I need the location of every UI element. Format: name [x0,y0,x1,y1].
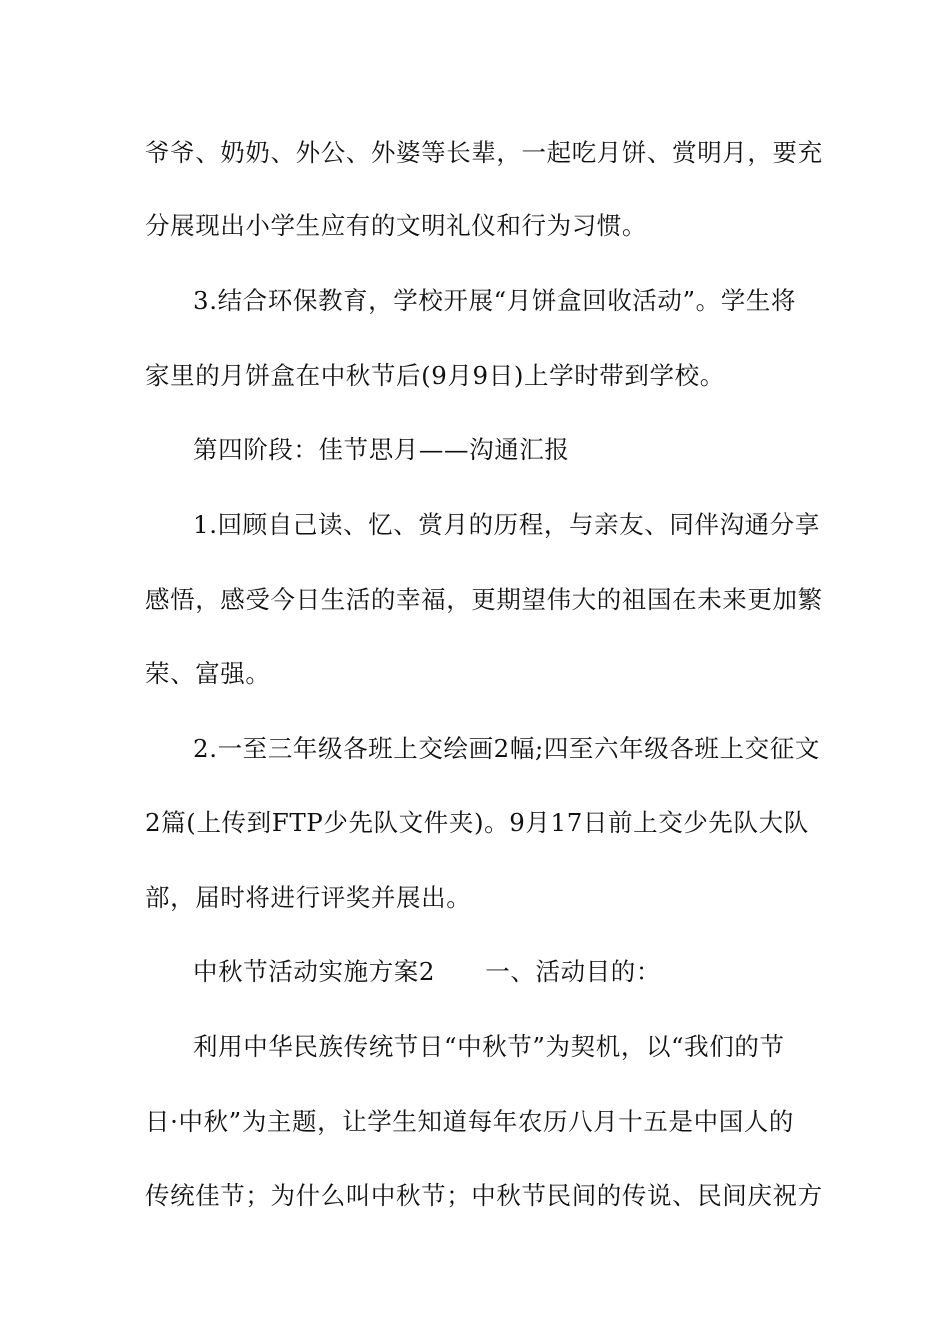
paragraph-line: 3.结合环保教育，学校开展“月饼盒回收活动”。学生将 [193,286,797,315]
paragraph-line: 利用中华民族传统节日“中秋节”为契机，以“我们的节 [193,1032,785,1061]
paragraph-line: 1.回顾自己读、忆、赏月的历程，与亲友、同伴沟通分享 [193,510,820,539]
paragraph-line: 荣、富强。 [145,659,271,688]
paragraph-line: 感悟，感受今日生活的幸福，更期望伟大的祖国在未来更加繁 [145,585,823,614]
paragraph-line: 部，届时将进行评奖并展出。 [145,883,472,912]
paragraph-line: 传统佳节；为什么叫中秋节；中秋节民间的传说、民间庆祝方 [145,1181,823,1210]
section-heading: 中秋节活动实施方案2 一、活动目的： [193,957,661,986]
paragraph-line: 爷爷、奶奶、外公、外婆等长辈，一起吃月饼、赏明月，要充 [145,138,823,167]
paragraph-line: 分展现出小学生应有的文明礼仪和行为习惯。 [145,211,647,240]
paragraph-line: 家里的月饼盒在中秋节后(9月9日)上学时带到学校。 [145,361,725,390]
paragraph-line: 日·中秋”为主题，让学生知道每年农历八月十五是中国人的 [145,1107,795,1136]
paragraph-line: 2篇(上传到FTP少先队文件夹)。9月17日前上交少先队大队 [145,808,809,837]
section-heading: 第四阶段：佳节思月——沟通汇报 [193,435,570,464]
paragraph-line: 2.一至三年级各班上交绘画2幅;四至六年级各班上交征文 [193,734,820,763]
